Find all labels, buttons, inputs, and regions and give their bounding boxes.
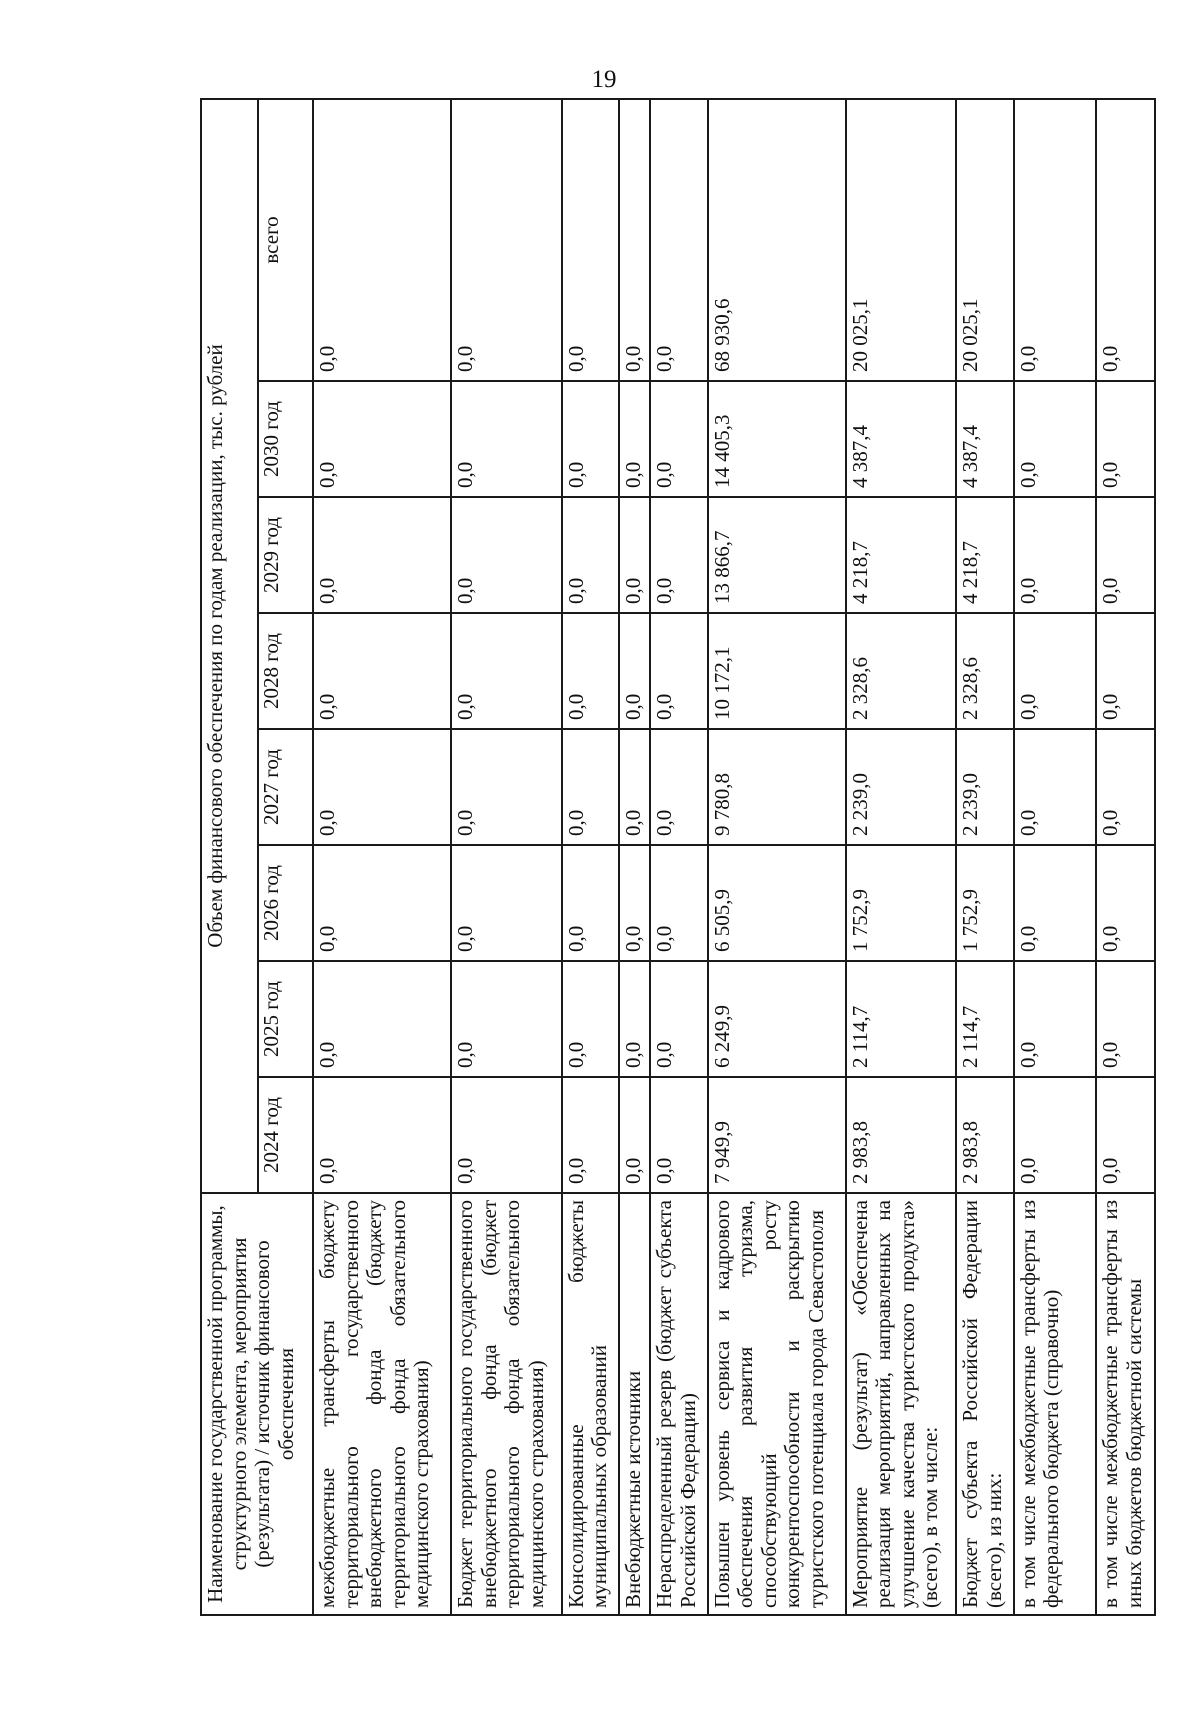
header-year: 2027 год (258, 729, 313, 845)
row-name: в том числе межбюджетные трансферты из иных бюджетов бюджетной системы (1096, 1193, 1155, 1615)
row-year-value: 0,0 (451, 381, 561, 497)
row-year-value: 2 328,6 (956, 613, 1013, 729)
row-year-value: 7 949,9 (708, 1077, 846, 1193)
table-row (708, 99, 846, 1615)
table-row (313, 99, 451, 1615)
row-name: в том числе межбюджетные трансферты из федерального бюджета (справочно) (1014, 1193, 1097, 1615)
row-year-value: 0,0 (562, 729, 619, 845)
row-year-value: 0,0 (1014, 1077, 1097, 1193)
row-year-value: 0,0 (451, 613, 561, 729)
row-year-value: 2 983,8 (846, 1077, 956, 1193)
table-row (956, 99, 1013, 1615)
financing-table (200, 98, 1156, 1616)
row-year-value: 2 239,0 (846, 729, 956, 845)
row-year-value: 0,0 (562, 613, 619, 729)
row-year-value: 0,0 (451, 845, 561, 961)
table-row (562, 99, 619, 1615)
row-year-value: 0,0 (562, 845, 619, 961)
row-year-value: 2 114,7 (956, 961, 1013, 1077)
header-year: 2028 год (258, 613, 313, 729)
row-year-value: 0,0 (1096, 497, 1155, 613)
row-year-value: 0,0 (1096, 1077, 1155, 1193)
row-total-value: 68 930,6 (708, 99, 846, 381)
row-total-value: 0,0 (1014, 99, 1097, 381)
header-group-title: Объем финансового обеспечения по годам реализации, тыс. рублей (201, 99, 258, 1193)
row-name: Консолидированные бюджеты муниципальных образований (562, 1193, 619, 1615)
row-total-value: 0,0 (451, 99, 561, 381)
page-number: 19 (591, 66, 617, 93)
row-year-value: 6 249,9 (708, 961, 846, 1077)
row-year-value: 0,0 (650, 1077, 707, 1193)
row-name: Бюджет субъекта Российской Федерации (всего), из них: (956, 1193, 1013, 1615)
row-year-value: 0,0 (619, 497, 650, 613)
row-year-value: 0,0 (1014, 729, 1097, 845)
row-year-value: 0,0 (313, 497, 451, 613)
row-year-value: 0,0 (1096, 845, 1155, 961)
row-year-value: 2 114,7 (846, 961, 956, 1077)
row-year-value: 0,0 (562, 381, 619, 497)
row-year-value: 4 218,7 (846, 497, 956, 613)
row-year-value: 6 505,9 (708, 845, 846, 961)
table-row (650, 99, 707, 1615)
row-total-value: 0,0 (619, 99, 650, 381)
row-year-value: 0,0 (619, 613, 650, 729)
table-row (1096, 99, 1155, 1615)
row-year-value: 0,0 (650, 961, 707, 1077)
row-year-value: 4 218,7 (956, 497, 1013, 613)
row-year-value: 2 983,8 (956, 1077, 1013, 1193)
header-total: всего (258, 99, 313, 381)
row-year-value: 4 387,4 (846, 381, 956, 497)
header-year: 2026 год (258, 845, 313, 961)
row-year-value: 0,0 (1096, 729, 1155, 845)
header-year: 2025 год (258, 961, 313, 1077)
row-year-value: 1 752,9 (956, 845, 1013, 961)
row-year-value: 0,0 (562, 1077, 619, 1193)
row-year-value: 9 780,8 (708, 729, 846, 845)
row-year-value: 0,0 (451, 497, 561, 613)
row-name: Повышен уровень сервиса и кадрового обеспечения развития туризма, способствующий росту конкурентоспособности и раскрытию туристского потенциала города Севастополя (708, 1193, 846, 1615)
row-total-value: 20 025,1 (956, 99, 1013, 381)
row-total-value: 0,0 (650, 99, 707, 381)
row-year-value: 0,0 (1096, 613, 1155, 729)
row-year-value: 4 387,4 (956, 381, 1013, 497)
row-year-value: 0,0 (1096, 961, 1155, 1077)
row-year-value: 0,0 (1014, 497, 1097, 613)
table-row (451, 99, 561, 1615)
table-body (313, 99, 1155, 1615)
row-year-value: 14 405,3 (708, 381, 846, 497)
row-year-value: 0,0 (313, 381, 451, 497)
row-year-value: 0,0 (451, 1077, 561, 1193)
row-year-value: 13 866,7 (708, 497, 846, 613)
row-total-value: 0,0 (313, 99, 451, 381)
table-row (846, 99, 956, 1615)
table-row (1014, 99, 1097, 1615)
row-year-value: 0,0 (562, 961, 619, 1077)
row-year-value: 0,0 (650, 381, 707, 497)
header-year: 2030 год (258, 381, 313, 497)
row-name: межбюджетные трансферты бюджету территориального государственного внебюджетного фонда (бюджету территориального фонда обязательного медицинского страхования) (313, 1193, 451, 1615)
row-name: Бюджет территориального государственного внебюджетного фонда (бюджет территориального фонда обязательного медицинского страхования) (451, 1193, 561, 1615)
row-year-value: 0,0 (619, 381, 650, 497)
row-year-value: 0,0 (313, 729, 451, 845)
row-year-value: 0,0 (562, 497, 619, 613)
row-year-value: 0,0 (619, 729, 650, 845)
header-year: 2024 год (258, 1077, 313, 1193)
row-year-value: 0,0 (650, 729, 707, 845)
row-year-value: 10 172,1 (708, 613, 846, 729)
rotated-table-wrapper (200, 100, 1156, 1616)
row-year-value: 0,0 (451, 729, 561, 845)
row-total-value: 0,0 (562, 99, 619, 381)
row-total-value: 0,0 (1096, 99, 1155, 381)
row-year-value: 0,0 (1096, 381, 1155, 497)
row-name: Нераспределенный резерв (бюджет субъекта Российской Федерации) (650, 1193, 707, 1615)
row-year-value: 0,0 (619, 845, 650, 961)
row-year-value: 0,0 (650, 613, 707, 729)
row-year-value: 0,0 (313, 1077, 451, 1193)
row-year-value: 0,0 (650, 845, 707, 961)
row-year-value: 0,0 (1014, 381, 1097, 497)
row-year-value: 0,0 (313, 845, 451, 961)
row-year-value: 2 328,6 (846, 613, 956, 729)
row-year-value: 1 752,9 (846, 845, 956, 961)
row-year-value: 0,0 (451, 961, 561, 1077)
row-year-value: 2 239,0 (956, 729, 1013, 845)
row-year-value: 0,0 (1014, 613, 1097, 729)
row-total-value: 20 025,1 (846, 99, 956, 381)
row-year-value: 0,0 (1014, 845, 1097, 961)
row-year-value: 0,0 (1014, 961, 1097, 1077)
row-name: Внебюджетные источники (619, 1193, 650, 1615)
row-year-value: 0,0 (619, 1077, 650, 1193)
row-year-value: 0,0 (313, 961, 451, 1077)
row-name: Мероприятие (результат) «Обеспечена реализация мероприятий, направленных на улучшение качества туристского продукта» (всего), в том числе: (846, 1193, 956, 1615)
header-year: 2029 год (258, 497, 313, 613)
table-row (619, 99, 650, 1615)
header-name-column: Наименование государственной программы, структурного элемента, мероприятия (результата) / источник финансового обеспечения (201, 1193, 313, 1615)
row-year-value: 0,0 (619, 961, 650, 1077)
row-year-value: 0,0 (313, 613, 451, 729)
row-year-value: 0,0 (650, 497, 707, 613)
